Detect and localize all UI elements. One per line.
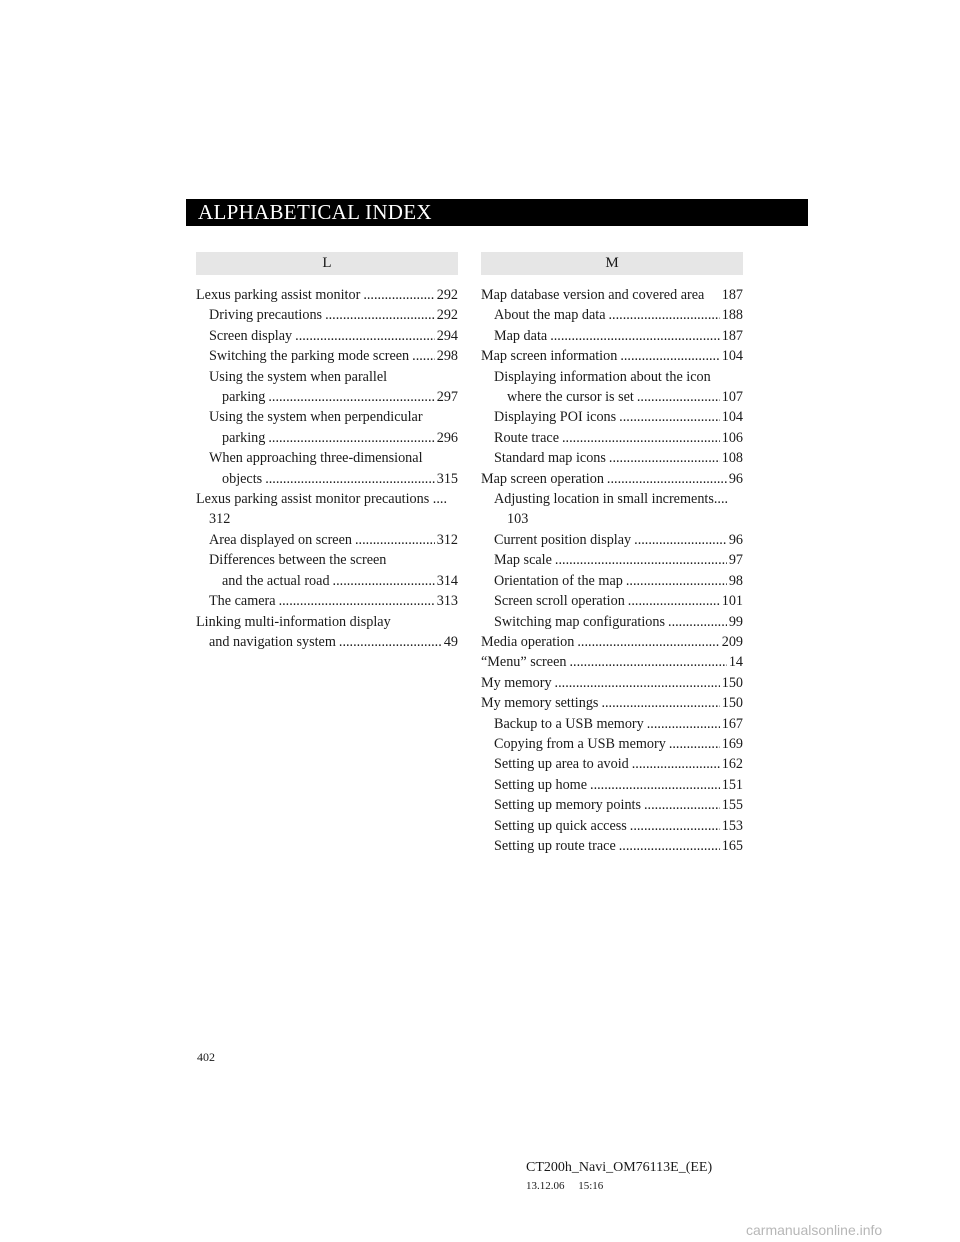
dot-leader [628, 591, 720, 611]
index-entry [481, 530, 743, 550]
index-entry-page: 14 [728, 654, 743, 671]
index-entry [481, 816, 743, 836]
index-entry-page: 209 [721, 633, 743, 650]
footer-timestamp: 13.12.06 15:16 [526, 1180, 604, 1192]
index-entry [196, 305, 458, 325]
index-entry-text: Setting up route trace [494, 837, 616, 854]
dot-leader [333, 571, 435, 591]
index-entry-text: Map scale [494, 552, 552, 569]
dot-leader [668, 612, 727, 632]
dot-leader [601, 693, 719, 713]
index-entry-page: 103 [507, 511, 529, 528]
index-entry-text: Displaying POI icons [494, 409, 617, 426]
index-entry-page: 187 [721, 327, 743, 344]
dot-leader [634, 530, 727, 550]
index-entry [481, 775, 743, 795]
index-entry-page: 298 [436, 348, 458, 365]
index-entry-text: objects [222, 470, 263, 487]
dot-leader [609, 305, 720, 325]
index-entry-text: Standard map icons [494, 450, 606, 467]
dot-leader [644, 795, 720, 815]
index-entry [481, 612, 743, 632]
index-entry-text: Orientation of the map [494, 572, 623, 589]
dot-leader [265, 469, 435, 489]
dot-leader [647, 714, 720, 734]
dot-leader [590, 775, 720, 795]
dot-leader [339, 632, 442, 652]
index-entry [481, 346, 743, 366]
index-entry [196, 550, 458, 591]
dot-leader [412, 346, 435, 366]
index-entry [481, 795, 743, 815]
index-entry-text: Setting up quick access [494, 817, 627, 834]
index-entry-page: 96 [728, 470, 743, 487]
index-entry [196, 285, 458, 305]
index-entry-page: 188 [721, 307, 743, 324]
index-entry-text: Screen scroll operation [494, 593, 625, 610]
index-entry [481, 469, 743, 489]
letter-heading-l: L [196, 252, 458, 275]
index-entry-text: Adjusting location in small increments.... [494, 491, 729, 508]
index-entry-text: Using the system when parallel [209, 368, 388, 385]
index-entry-page: 150 [721, 695, 743, 712]
index-entry [196, 326, 458, 346]
watermark: carmanualsonline.info [746, 1222, 883, 1238]
dot-leader [363, 285, 434, 305]
index-entry-page: 294 [436, 327, 458, 344]
dot-leader [355, 530, 435, 550]
index-entry-page: 98 [728, 572, 743, 589]
index-entry [481, 285, 743, 305]
index-entry-text: Map screen operation [481, 470, 604, 487]
index-entry [481, 305, 743, 325]
index-entry-text: Lexus parking assist monitor precautions .... [196, 491, 447, 508]
index-column-l [196, 252, 458, 652]
index-entry-page: 153 [721, 817, 743, 834]
index-column-m [481, 252, 743, 856]
index-entry [481, 367, 743, 408]
footer-doc-code: CT200h_Navi_OM76113E_(EE) [526, 1160, 713, 1175]
index-entry [481, 693, 743, 713]
index-entry-text: Using the system when perpendicular [209, 409, 423, 426]
index-entry [481, 754, 743, 774]
index-entry-text: and the actual road [222, 572, 330, 589]
dot-leader [626, 571, 727, 591]
index-entry-text: Media operation [481, 633, 575, 650]
index-entry [196, 612, 458, 653]
index-entry-page: 104 [721, 409, 743, 426]
dot-leader [268, 387, 434, 407]
index-entry-text: “Menu” screen [481, 654, 567, 671]
index-entry-page: 165 [721, 837, 743, 854]
index-entry-text: and navigation system [209, 633, 336, 650]
index-entry [481, 632, 743, 652]
index-entry-text: Map database version and covered area [481, 287, 705, 303]
index-entry [481, 326, 743, 346]
dot-leader [619, 407, 720, 427]
index-entry [196, 530, 458, 550]
index-entry-page: 104 [721, 348, 743, 365]
index-entry [196, 407, 458, 448]
dot-leader [569, 652, 726, 672]
dot-leader [630, 816, 720, 836]
index-entry [481, 428, 743, 448]
index-entry-text: parking [222, 389, 266, 406]
index-entry-page: 312 [436, 531, 458, 548]
index-entry-text: where the cursor is set [507, 389, 634, 406]
index-entry-text: The camera [209, 593, 276, 610]
index-entry [481, 550, 743, 570]
dot-leader [268, 428, 434, 448]
dot-leader [637, 387, 720, 407]
index-entry-page: 107 [721, 389, 743, 406]
index-entry-page: 297 [436, 389, 458, 406]
index-entry-page: 162 [721, 756, 743, 773]
dot-leader [550, 326, 720, 346]
index-entry-text: Setting up home [494, 776, 588, 793]
dot-leader [609, 448, 720, 468]
index-entry [196, 346, 458, 366]
index-entry-text: Area displayed on screen [209, 531, 352, 548]
dot-leader [325, 305, 435, 325]
index-entry [196, 367, 458, 408]
index-entry-text: Differences between the screen [209, 552, 387, 569]
index-entry [481, 714, 743, 734]
index-entry-text: Linking multi-information display [196, 613, 391, 630]
index-entry-text: Current position display [494, 531, 632, 548]
index-entry [481, 734, 743, 754]
index-entry-text: My memory [481, 674, 552, 691]
index-entry-text: When approaching three-dimensional [209, 450, 423, 467]
index-list-l [196, 285, 458, 652]
index-entry-text: parking [222, 429, 266, 446]
index-entry [481, 448, 743, 468]
index-entry [481, 571, 743, 591]
index-entry-page: 49 [443, 633, 458, 650]
index-entry-text: Lexus parking assist monitor [196, 287, 361, 303]
index-entry-page: 292 [436, 287, 458, 303]
dot-leader [619, 836, 720, 856]
dot-leader [555, 550, 727, 570]
dot-leader [607, 469, 727, 489]
index-entry-text: Route trace [494, 429, 559, 446]
index-entry-text: My memory settings [481, 695, 599, 712]
dot-leader [295, 326, 435, 346]
index-entry-page: 106 [721, 429, 743, 446]
dot-leader [577, 632, 719, 652]
index-entry-page: 108 [721, 450, 743, 467]
index-entry-page: 99 [728, 613, 743, 630]
index-entry-page: 292 [436, 307, 458, 324]
index-entry-text: Map screen information [481, 348, 618, 365]
page-number: 402 [197, 1050, 215, 1064]
dot-leader [555, 673, 720, 693]
index-entry [196, 489, 458, 530]
index-list-m [481, 285, 743, 856]
index-entry-page: 96 [728, 531, 743, 548]
index-entry [196, 448, 458, 489]
index-entry-text: Setting up area to avoid [494, 756, 629, 773]
dot-leader [279, 591, 435, 611]
index-entry-page: 313 [436, 593, 458, 610]
index-entry-text: Switching the parking mode screen [209, 348, 410, 365]
index-entry-text: Screen display [209, 327, 293, 344]
index-entry-page: 314 [436, 572, 458, 589]
index-entry-page: 150 [721, 674, 743, 691]
section-title: ALPHABETICAL INDEX [186, 199, 808, 226]
index-entry [481, 489, 743, 530]
index-entry [481, 836, 743, 856]
index-entry-text: Backup to a USB memory [494, 715, 644, 732]
index-entry [481, 407, 743, 427]
index-entry-text: Switching map configurations [494, 613, 666, 630]
dot-leader [669, 734, 720, 754]
index-entry-page: 167 [721, 715, 743, 732]
index-entry-page: 315 [436, 470, 458, 487]
index-entry [481, 652, 743, 672]
letter-heading-m: M [481, 252, 743, 275]
index-entry-text: About the map data [494, 307, 606, 324]
index-entry [481, 673, 743, 693]
index-entry-page: 101 [721, 593, 743, 610]
index-entry-text: Copying from a USB memory [494, 735, 666, 752]
index-entry [196, 591, 458, 611]
index-entry-page: 187 [721, 287, 743, 303]
index-entry-page: 151 [721, 776, 743, 793]
dot-leader [562, 428, 720, 448]
index-entry-page: 169 [721, 735, 743, 752]
index-entry-text: Setting up memory points [494, 797, 641, 814]
index-entry-text: Map data [494, 327, 548, 344]
index-entry-text: Displaying information about the icon [494, 368, 711, 385]
index-entry-text: Driving precautions [209, 307, 323, 324]
index-entry-page: 312 [209, 511, 231, 528]
index-entry-page: 296 [436, 429, 458, 446]
index-entry [481, 591, 743, 611]
index-entry-page: 155 [721, 797, 743, 814]
index-entry-page: 97 [728, 552, 743, 569]
dot-leader [632, 754, 720, 774]
dot-leader [620, 346, 719, 366]
